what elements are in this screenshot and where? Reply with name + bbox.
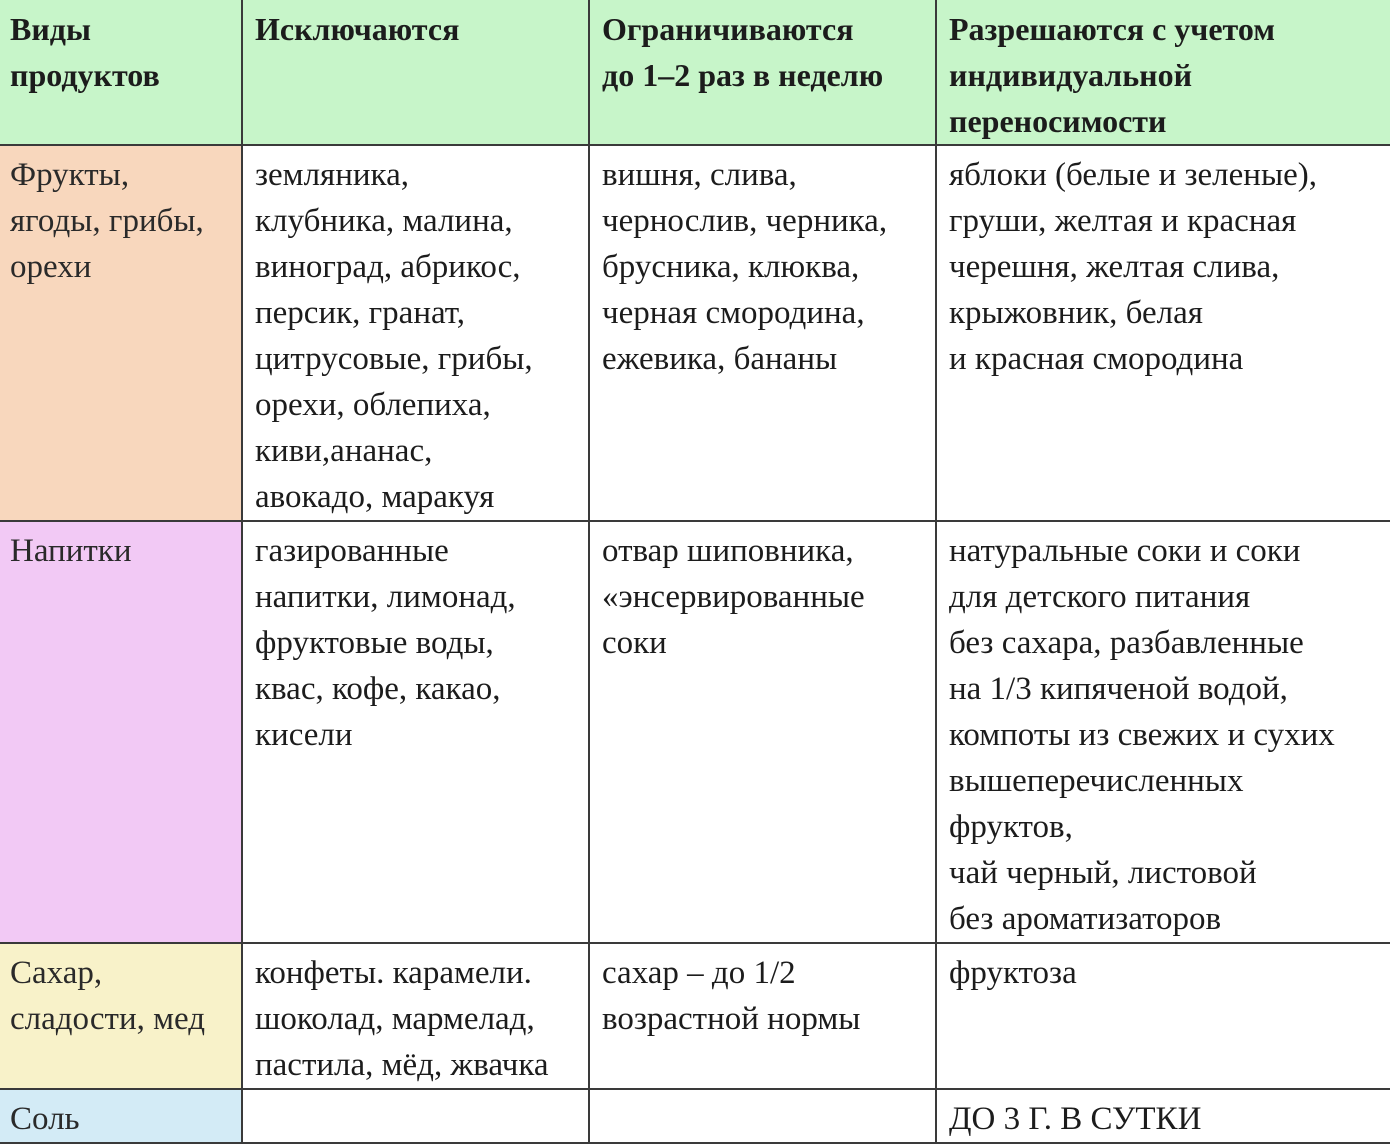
salt-limited [589,1089,936,1143]
fruits-limited: вишня, слива, чернослив, черника, брусника, клюква, черная смородина, ежевика, бананы [589,145,936,521]
table-row [0,1089,1390,1143]
header-product-types: Виды продуктов [0,0,242,145]
header-allowed: Разрешаются с учетом индивидуальной переносимости [936,0,1390,145]
header-limited: Ограничиваются до 1–2 раз в неделю [589,0,936,145]
category-fruits: Фрукты, ягоды, грибы, орехи [0,145,242,521]
category-drinks: Напитки [0,521,242,943]
drinks-limited: отвар шиповника, «энсервированные соки [589,521,936,943]
table-row [0,145,1390,521]
drinks-excluded: газированные напитки, лимонад, фруктовые воды, квас, кофе, какао, кисели [242,521,589,943]
salt-allowed: ДО 3 Г. В СУТКИ [936,1089,1390,1143]
category-sugar: Сахар, сладости, мед [0,943,242,1089]
header-excluded: Исключаются [242,0,589,145]
fruits-excluded: земляника, клубника, малина, виноград, абрикос, персик, гранат, цитрусовые, грибы, орехи, облепиха, киви,ананас, авокадо, маракуя [242,145,589,521]
category-salt: Соль [0,1089,242,1143]
sugar-allowed: фруктоза [936,943,1390,1089]
table-row [0,943,1390,1089]
fruits-allowed: яблоки (белые и зеленые), груши, желтая и красная черешня, желтая слива, крыжовник, белая и красная смородина [936,145,1390,521]
sugar-limited: сахар – до 1/2 возрастной нормы [589,943,936,1089]
header-row [0,0,1390,145]
drinks-allowed: натуральные соки и соки для детского питания без сахара, разбавленные на 1/3 кипяченой водой, компоты из свежих и сухих вышеперечисленных фруктов, чай черный, листовой без ароматизаторов [936,521,1390,943]
salt-excluded [242,1089,589,1143]
table-row [0,521,1390,943]
sugar-excluded: конфеты. карамели. шоколад, мармелад, пастила, мёд, жвачка [242,943,589,1089]
